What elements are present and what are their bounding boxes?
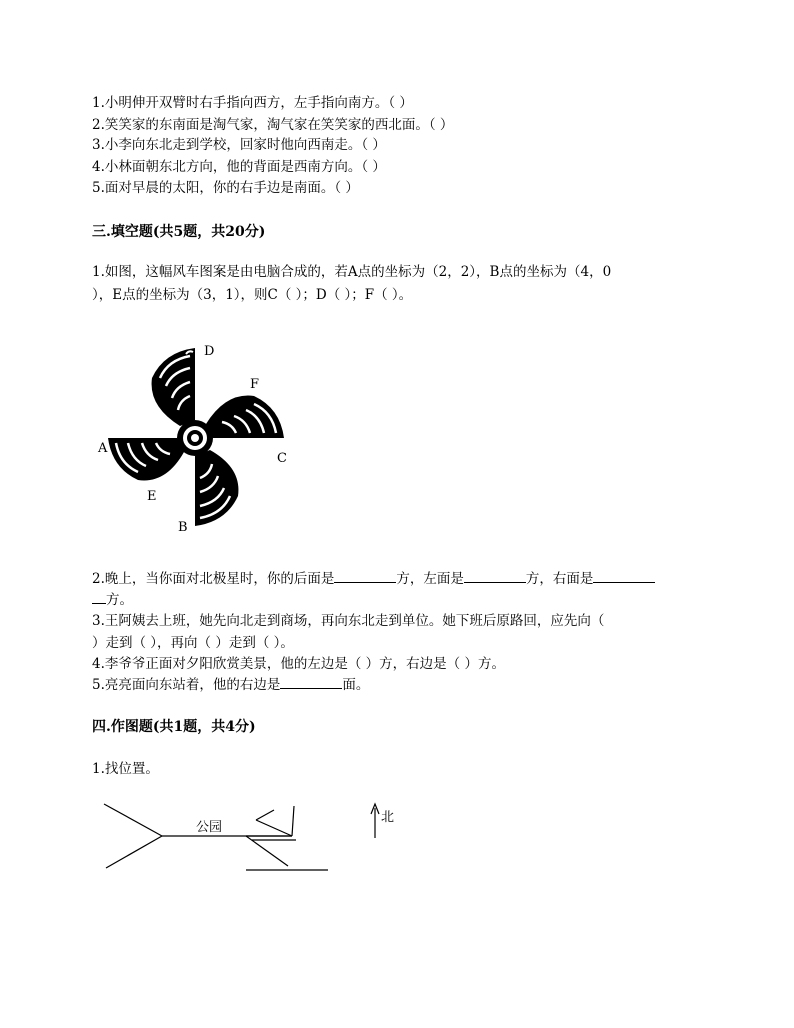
fill-q3-line2: ）走到（ ），再向（ ）走到（ ）。 [92,635,294,651]
fill-q1-line2: ），E点的坐标为（3，1），则C（ ）；D（ ）；F（ ）。 [92,287,413,303]
fill-q1-line1: 1.如图，这幅风车图案是由电脑合成的，若A点的坐标为（2，2），B点的坐标为（4，0 [92,264,612,280]
section3-title: 三.填空题(共5题，共20分) [92,224,266,240]
fill-q2-blank-1[interactable] [334,570,396,583]
judge-q4: 4.小林面朝东北方向，他的背面是西南方向。（ ） [92,159,386,175]
windmill-blade-up [152,348,195,426]
fill-q2-blank-3[interactable] [593,570,655,583]
fill-q5-text-a: 5.亮亮面向东站着，他的右边是 [92,677,281,693]
fill-q2-text-c: 方，右面是 [525,571,594,587]
fill-q2-text-b: 方，左面是 [396,571,464,587]
windmill-blade-left [108,438,184,480]
fill-q2-line2 [92,591,133,609]
fill-q4: 4.李爷爷正面对夕阳欣赏美景，他的左边是（ ）方，右边是（ ）方。 [92,656,505,672]
north-label: 北 [381,810,395,825]
judge-q5: 5.面对早晨的太阳，你的右手边是南面。（ ） [92,180,359,196]
roads [104,804,328,870]
judge-q1: 1.小明伸开双臂时右手指向西方，左手指向南方。（ ） [92,95,413,111]
judge-q3: 3.小李向东北走到学校，回家时他向西南走。（ ） [92,137,386,153]
windmill-blade-down [195,450,238,526]
label-A: A [98,441,108,456]
judge-q2: 2.笑笑家的东南面是淘气家，淘气家在笑笑家的西北面。（ ） [92,117,454,133]
north-arrow [371,804,394,838]
fill-q3-line1: 3.王阿姨去上班，她先向北走到商场，再向东北走到单位。她下班后原路回，应先向（ [92,613,605,629]
label-D: D [204,344,215,359]
draw-q1: 1.找位置。 [92,761,159,777]
fill-q2-blank-2[interactable] [464,570,526,583]
fill-q5-text-b: 面。 [342,677,370,693]
fill-q2-blank-3-cont [92,591,106,604]
label-E: E [147,489,157,504]
label-B: B [178,520,188,535]
park-map [96,796,426,886]
section4-title: 四.作图题(共1题，共4分) [92,719,256,735]
fill-q5-blank[interactable] [280,676,342,689]
windmill-blade-right [206,396,284,438]
label-F: F [250,377,260,392]
park-label: 公园 [196,820,223,835]
fill-q2-line1 [92,570,655,588]
label-C: C [277,451,287,466]
windmill-figure [94,336,304,536]
fill-q2-text-a: 2.晚上，当你面对北极星时，你的后面是 [92,571,335,587]
fill-q2-text-d: 方。 [106,592,133,608]
fill-q5 [92,676,369,694]
